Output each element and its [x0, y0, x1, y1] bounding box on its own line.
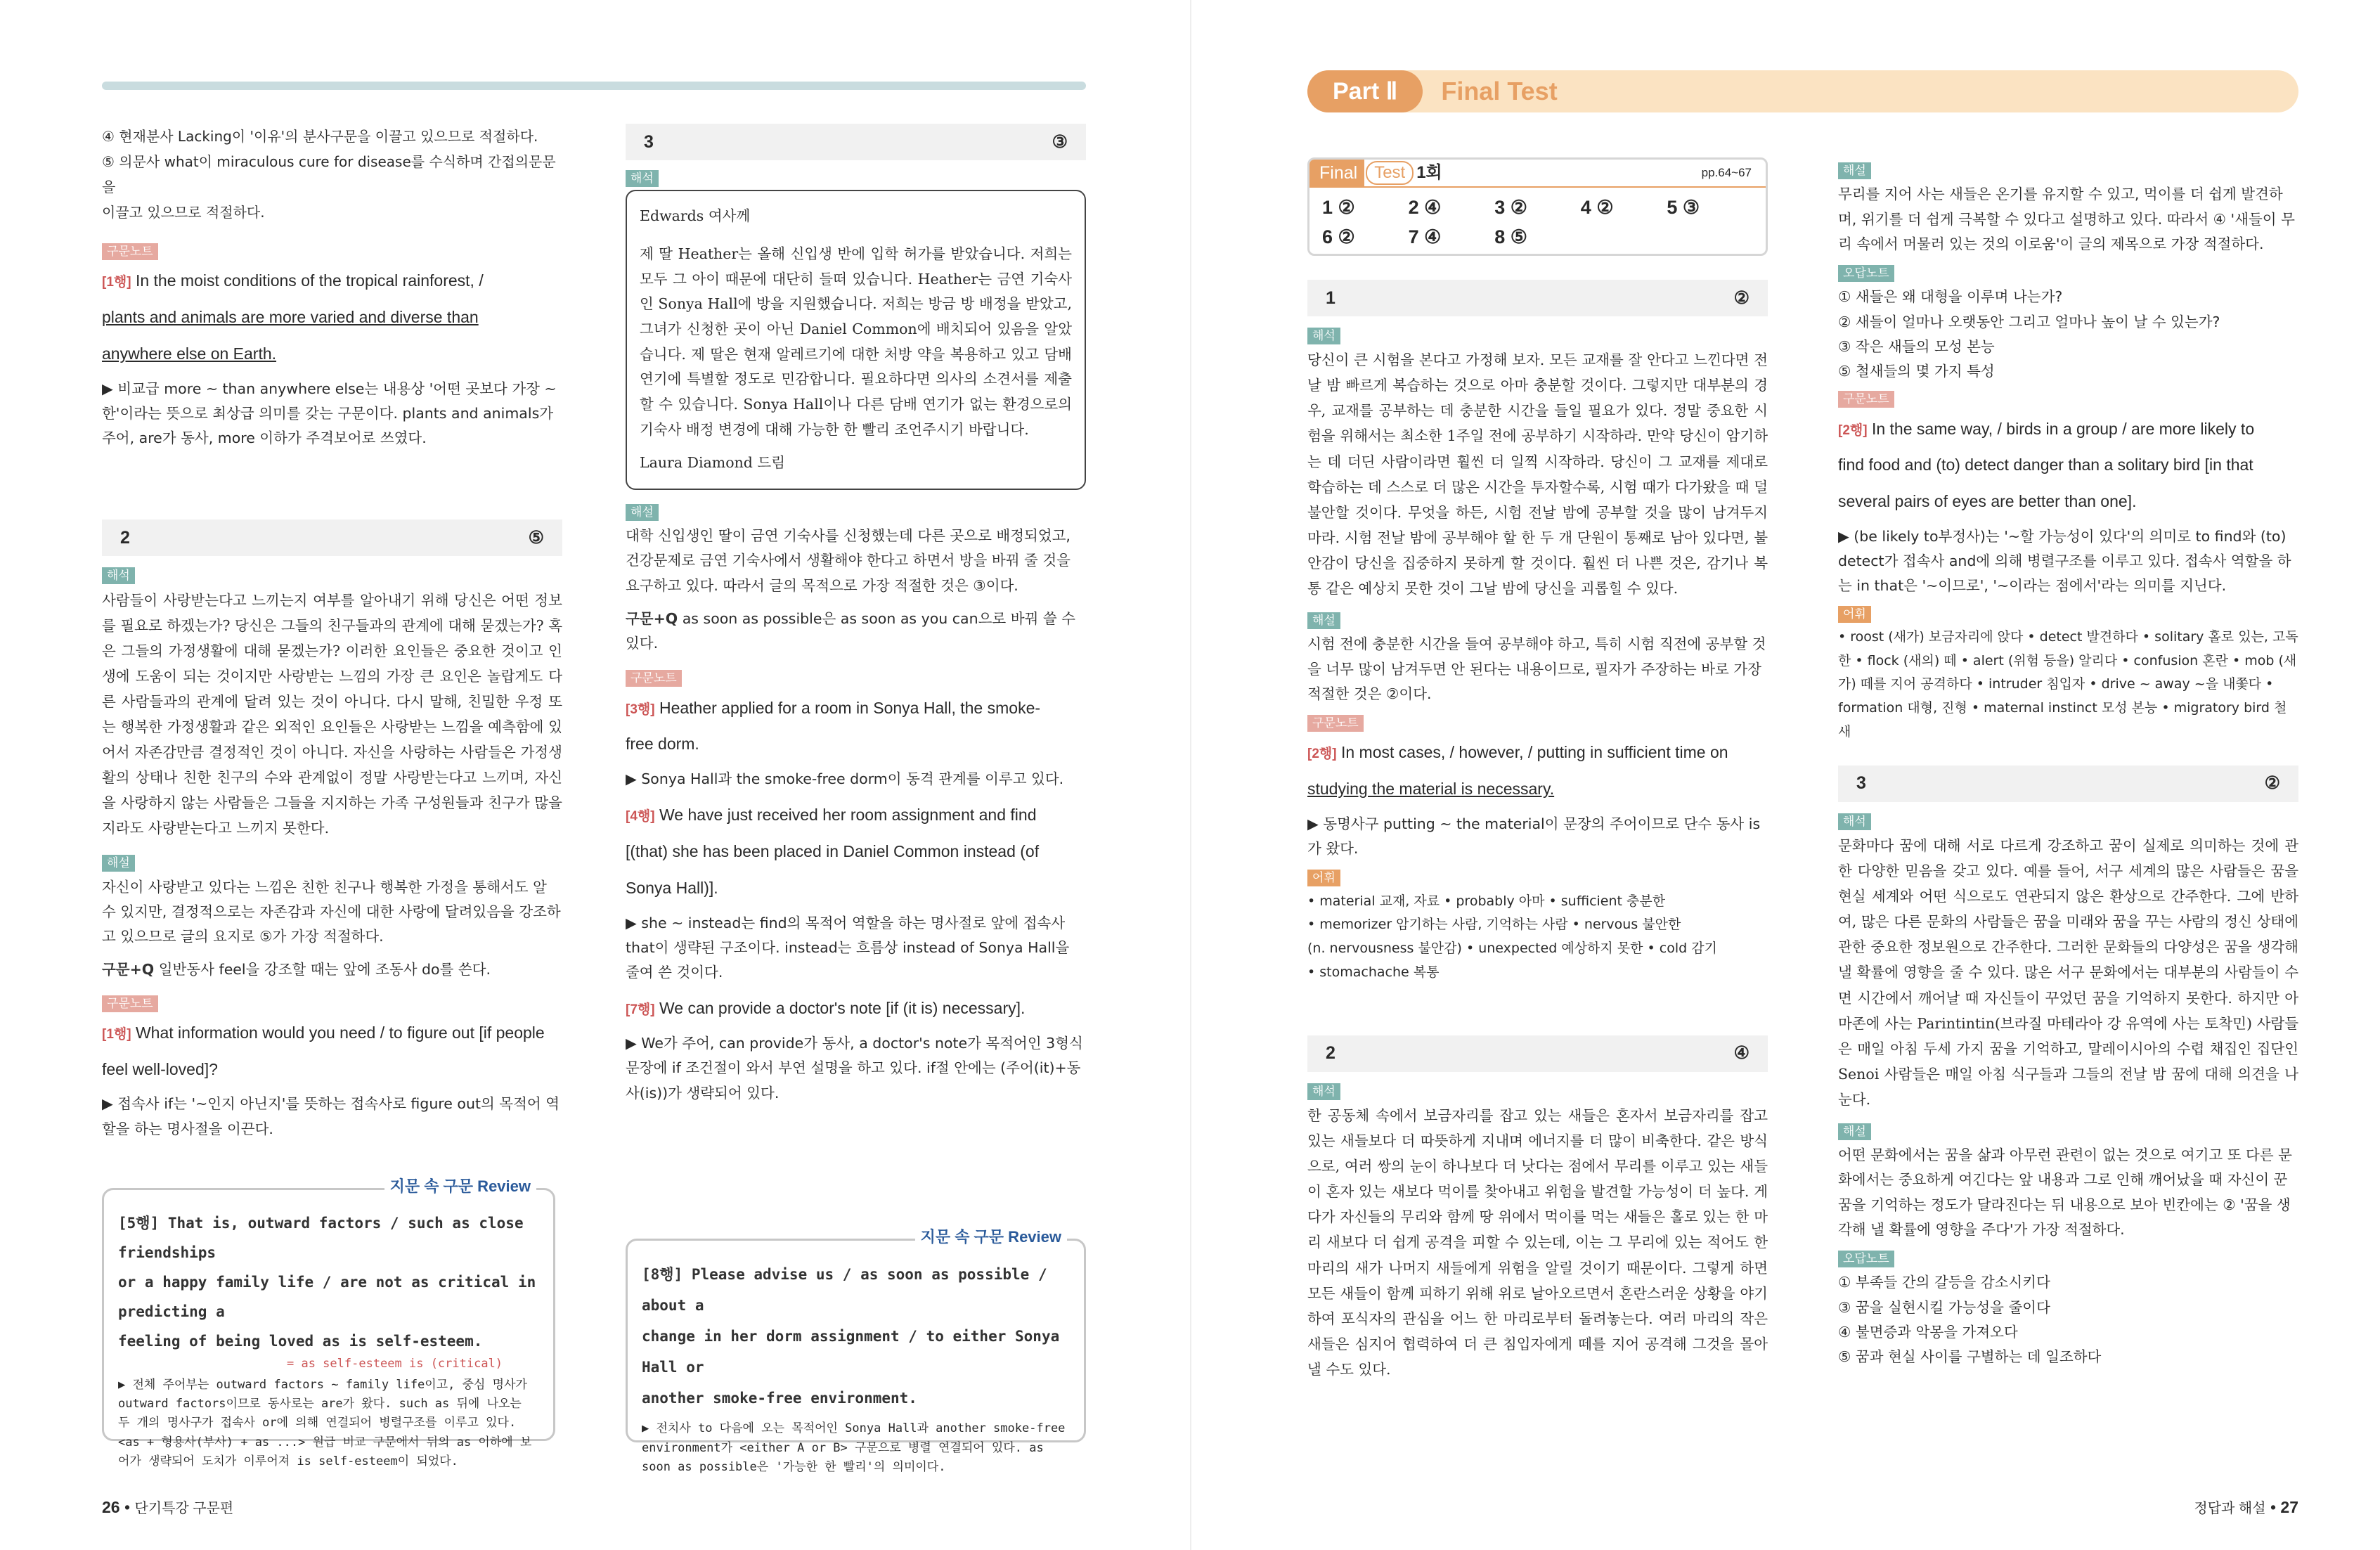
question-number: 2: [1326, 1043, 1335, 1064]
page-number: 26: [102, 1498, 120, 1517]
sentence-line: plants and animals are more varied and diverse than: [102, 308, 479, 326]
question-1-header: [1307, 280, 1768, 316]
syntax-sentence-3: [626, 690, 1086, 763]
explanation-tag: 해설: [1838, 1123, 1871, 1140]
review-line: [5행] That is, outward factors / such as close friendships: [118, 1215, 524, 1261]
explanation-tag: 해설: [626, 504, 659, 521]
syntax-note-tag: 구문노트: [1307, 715, 1364, 732]
part-title: Final Test: [1441, 77, 1558, 106]
wrong-note-tag: 오답노트: [1838, 1251, 1894, 1267]
question-2-header-right: [1307, 1035, 1768, 1072]
answer-item: 1 ②: [1322, 197, 1355, 218]
vocab-line: • material 교재, 자료 • probably 아마 • sufficient 충분한: [1307, 893, 1666, 909]
gutter-divider: [1190, 0, 1191, 1550]
q2-translation-right: 한 공동체 속에서 보금자리를 잡고 있는 새들은 혼자서 보금자리를 잡고 있는 새들보다 더 따뜻하게 지내며 에너지를 더 많이 비축한다. 같은 방식으로, 여러 쌍의 눈이 하나보다 더 낫다는 점에서 무리를 이루고 있는 새들이 혼자 있는 새보다 먹이를 찾아내고 위험을 발견할 가능성이 더 높다. 게다가 자신들의 무리와 함께 땅 위에서 먹이를 먹는 새들은 홀로 있는 한 마리 새보다 더 쉽게 공격을 피할 수 있는데, 이는 그 무리에 있는 적어도 한 마리의 새가 나머지 새들에게 위험을 알릴 것이기 때문이다. 그렇게 하면 모든 새들이 함께 피하기 위해 위로 날아오르면서 혼란스러운 상황을 야기하여 포식자의 관심을 어느 한 마리로부터 돌려놓는다. 여러 마리의 작은 새들은 심지어 협력하여 더 큰 침입자에게 떼를 지어 공격해 그것을 몰아낼 수도 있다.: [1307, 1107, 1768, 1378]
translation-tag: 해석: [1307, 1083, 1340, 1100]
sentence-line: [(that) she has been placed in Daniel Common instead (of: [626, 842, 1040, 861]
sentence-line: Sonya Hall)].: [626, 878, 718, 897]
answer-grid: [1309, 193, 1766, 251]
line-ref: [7행]: [626, 1002, 655, 1018]
test-label: Test: [1366, 161, 1414, 185]
letter-body: 제 딸 Heather는 올해 신입생 반에 입학 허가를 받았습니다. 저희는 모두 그 아이 때문에 대단히 들떠 있습니다. Heather는 금연 기숙사인 Sonya Hall에 방을 지원했습니다. 저희는 방금 방 배정을 받았고, 그녀가 신청한 곳이 아닌 Daniel Common에 배치되어 있음을 알았습니다. 제 딸은 현재 알레르기에 대한 처방 약을 복용하고 있고 담배 연기에 특별할 정도로 민감합니다. 필요하다면 의사의 소견서를 제출할 수 있습니다. Sonya Hall이나 다른 담배 연기가 없는 환경으로의 기숙사 배정 변경에 대해 가능한 한 빨리 조언주시기 바랍니다.: [640, 245, 1072, 438]
left-page-footer: [102, 1494, 233, 1522]
sentence-line: anywhere else on Earth.: [102, 344, 277, 363]
q2-translation: 사람들이 사랑받는다고 느끼는지 여부를 알아내기 위해 당신은 어떤 정보를 필요로 하겠는가? 당신은 그들의 친구들과의 관계에 대해 묻겠는가? 혹은 그들의 가정생활에 대해 묻겠는가? 이러한 요인들은 중요한 것이고 인생에 도움이 되는 것이지만 사랑받는 느낌의 가장 큰 요인은 놀랍게도 다른 사람들과의 관계에 달려 있는 것이 아니다. 다시 말해, 친밀한 우정 또는 행복한 가정생활과 같은 외적인 요인들은 사랑받는 느낌을 예측함에 있어서 자존감만큼 결정적인 것이 아니다. 자신을 사랑하는 사람들은 가정생활의 상태나 친한 친구의 수와 관계없이 정말 사랑받는다고 느끼며, 자신을 사랑하지 않는 사람들은 그들을 지지하는 가족 구성원들과 친구가 많을지라도 사랑받는다고 느끼지 못한다.: [102, 591, 562, 837]
syntax-explanation-2: ▶ 접속사 if는 '~인지 아닌지'를 뜻하는 접속사로 figure out의 목적어 역할을 하는 명사절을 이끈다.: [102, 1095, 560, 1137]
vocab-line: • stomachache 복통: [1307, 964, 1440, 980]
sentence-line: studying the material is necessary.: [1307, 780, 1555, 799]
letter-signature: Laura Diamond 드림: [640, 454, 786, 472]
answer-item: 5 ③: [1667, 197, 1700, 218]
wrong-option: ① 부족들 간의 갈등을 감소시키다: [1838, 1274, 2050, 1291]
line-ref: [3행]: [626, 702, 655, 717]
syntax-sentence-5: [626, 990, 1086, 1027]
review-line: feeling of being loved as is self-esteem.: [118, 1333, 483, 1350]
footer-dot: •: [124, 1498, 131, 1517]
question-3-header: [626, 124, 1086, 160]
right-column-3: [1307, 157, 1768, 1382]
grammar-q-label: 구문+Q: [102, 961, 155, 979]
grammar-q-text: 일반동사 feel을 강조할 때는 앞에 조동사 do를 쓴다.: [158, 961, 491, 979]
review-sub: = as self-esteem is (critical): [287, 1357, 503, 1371]
syntax-sentence-4: [626, 797, 1086, 906]
review-note: ▶ 전체 주어부는 outward factors ~ family life이고, 중심 명사가 outward factors이므로 동사로는 are가 왔다. such as 뒤에 나오는 두 개의 명사구가 접속사 or에 의해 연결되어 병렬구조를 이루고 있다. <as + 형용사(부사) + as ...> 원급 비교 구문에서 뒤의 as 이하에 보어가 생략되어 도치가 이루어져 is self-esteem이 되었다.: [118, 1378, 532, 1468]
question-number: 3: [644, 131, 654, 152]
option-note-5-cont: 이끌고 있으므로 적절하다.: [102, 204, 265, 221]
q3-translation-right: 문화마다 꿈에 대해 서로 다르게 강조하고 꿈이 실제로 의미하는 것에 관한 다양한 믿음을 갖고 있다. 예를 들어, 서구 세계의 많은 사람들은 꿈을 현실 세계와 어떤 식으로도 연관되지 않은 환상으로 간주한다. 그에 반하여, 많은 다른 문화의 사람들은 꿈을 미래와 꿈을 꾸는 사람의 정신 상태에 관한 중요한 정보원으로 간주한다. 그러한 문화들의 다양성은 꿈을 생각해 낼 확률에 영향을 줄 수 있다. 많은 서구 문화에서는 대부분의 사람들이 수면 시간에서 깨어날 때 자신들이 꾸었던 꿈을 기억하지 못한다. 하지만 아마존에 사는 Parintintin(브라질 마테라아 강 유역에 사는 토착민) 사람들은 매일 아침 두세 가지 꿈을 기억하고, 말레이시아의 수렵 채집인 집단인 Senoi 사람들은 매일 아침 식구들과 그들의 전날 밤 꿈에 대해 의견을 나눈다.: [1838, 837, 2298, 1108]
wrong-note-tag: 오답노트: [1838, 265, 1894, 282]
answer-item: 4 ②: [1580, 197, 1614, 218]
syntax-sentence-1: [102, 263, 562, 372]
vocab-list-2: • roost (새가) 보금자리에 앉다 • detect 발견하다 • solitary 홀로 있는, 고독한 • flock (새의) 떼 • alert (위험 등을) 알리다 • confusion 혼란 • mob (새가) 떼를 지어 공격하다 • intruder 침입자 • drive ~ away ~을 내쫓다 • formation 대형, 진형 • maternal instinct 모성 본능 • migratory bird 철새: [1838, 628, 2298, 740]
question-number: 2: [120, 527, 130, 548]
q1-options-notes: [102, 124, 562, 225]
vocab-line: (n. nervousness 불안감) • unexpected 예상하지 못한 • cold 감기: [1307, 941, 1717, 957]
syntax-note-tag: 구문노트: [626, 670, 682, 687]
answer-item: 8 ⑤: [1494, 226, 1527, 247]
sentence-line: In the moist conditions of the tropical rainforest, /: [135, 271, 484, 290]
left-column-1: [102, 124, 562, 1142]
question-number: 1: [1326, 288, 1335, 308]
translation-tag: 해석: [1307, 328, 1340, 344]
question-answer: ③: [1052, 131, 1068, 152]
page-number: 27: [2280, 1498, 2298, 1517]
review-box-1: [102, 1177, 555, 1468]
wrong-option: ③ 꿈을 실현시킬 가능성을 줄이다: [1838, 1298, 2050, 1316]
book-title: 단기특강 구문편: [134, 1501, 234, 1517]
wrong-option: ④ 불면증과 악몽을 가져오다: [1838, 1323, 2018, 1341]
wrong-option: ③ 작은 새들의 모성 본능: [1838, 337, 1995, 355]
syntax-sentence-2: [102, 1015, 562, 1088]
syntax-explanation-4: ▶ she ~ instead는 find의 목적어 역할을 하는 명사절로 앞에 접속사 that이 생략된 구조이다. instead는 흐름상 instead of Sonya Hall을 줄여 쓴 것이다.: [626, 914, 1070, 981]
syntax-explanation-7: ▶ (be likely to부정사)는 '~할 가능성이 있다'의 의미로 to find와 (to) detect가 접속사 and에 의해 병렬구조를 이루고 있다. 접속사 역할을 하는 in that은 '~이므로', '~이라는 점에서'라는 의미를 지닌다.: [1838, 527, 2291, 595]
letter-greeting: Edwards 여사께: [640, 207, 751, 225]
right-column-4: [1838, 157, 2298, 1369]
review-box-2: [626, 1228, 1086, 1474]
question-number: 3: [1856, 773, 1866, 794]
syntax-note-tag: 구문노트: [102, 995, 158, 1012]
q3-grammar-q: [626, 607, 1086, 657]
option-note-4: ④ 현재분사 Lacking이 '이유'의 분사구문을 이끌고 있으므로 적절하다.: [102, 128, 538, 145]
sentence-line: Heather applied for a room in Sonya Hall, the smoke-: [659, 698, 1041, 717]
line-ref: [4행]: [626, 809, 655, 825]
question-answer: ②: [2264, 773, 2280, 794]
translation-tag: 해석: [1838, 813, 1871, 830]
wrong-option: ⑤ 꿈과 현실 사이를 구별하는 데 일조하다: [1838, 1348, 2102, 1366]
review-line: change in her dorm assignment / to either Sonya Hall or: [642, 1328, 1060, 1376]
sentence-line: In the same way, / birds in a group / are more likely to: [1871, 419, 2255, 438]
line-ref: [1행]: [102, 275, 131, 290]
translation-tag: 해석: [626, 170, 659, 187]
grammar-q-text: as soon as possible은 as soon as you can으로 바꿔 쓸 수 있다.: [626, 609, 1075, 652]
grammar-q-label: 구문+Q: [626, 609, 678, 627]
question-answer: ⑤: [528, 527, 544, 548]
q3-explanation-right: 어떤 문화에서는 꿈을 삶과 아무런 관련이 없는 것으로 여기고 또 다른 문화에서는 중요하게 여긴다는 앞 내용과 그로 인해 깨어났을 때 자신이 꾼 꿈을 기억하는 정도가 달라진다는 뒤 내용으로 보아 빈칸에는 ② '꿈을 생각해 낼 확률에 영향을 주다'가 가장 적절하다.: [1838, 1147, 2292, 1238]
top-rule: [102, 82, 1086, 90]
sentence-line: free dorm.: [626, 735, 699, 754]
review-line: another smoke-free environment.: [642, 1390, 917, 1407]
answer-box-header: [1309, 160, 1766, 188]
q3-explanation: 대학 신입생인 딸이 금연 기숙사를 신청했는데 다른 곳으로 배정되었고, 건강문제로 금연 기숙사에서 생활해야 한다고 하면서 방을 바꿔 줄 것을 요구하고 있다. 따라서 글의 목적으로 가장 적절한 것은 ③이다.: [626, 527, 1071, 594]
explanation-tag: 해설: [1307, 612, 1340, 629]
q1-explanation: 시험 전에 충분한 시간을 들여 공부해야 하고, 특히 시험 직전에 공부할 것을 너무 많이 남겨두면 안 된다는 내용이므로, 필자가 주장하는 바로 가장 적절한 것은 ②이다.: [1307, 635, 1766, 702]
pages-label: pp.64~67: [1701, 166, 1752, 180]
wrong-option: ② 새들이 얼마나 오랫동안 그리고 얼마나 높이 날 수 있는가?: [1838, 313, 2220, 330]
vocab-list-1: [1307, 890, 1768, 985]
syntax-note-tag: 구문노트: [1838, 391, 1894, 408]
syntax-sentence-7: [1838, 411, 2298, 520]
question-answer: ②: [1733, 288, 1750, 308]
review-title: 지문 속 구문 Review: [915, 1224, 1067, 1251]
wrong-options-b: [1838, 1270, 2298, 1369]
option-note-5: ⑤ 의문사 what이 miraculous cure for disease를 수식하며 간접의문문을: [102, 153, 556, 195]
answer-item: 3 ②: [1494, 197, 1527, 218]
sentence-line: We have just received her room assignment and find: [659, 806, 1037, 825]
letter-box: [626, 190, 1086, 490]
line-ref: [1행]: [102, 1026, 131, 1042]
syntax-note-tag: 구문노트: [102, 243, 158, 260]
vocab-line: • memorizer 암기하는 사람, 기억하는 사람 • nervous 불안한: [1307, 917, 1681, 933]
sentence-line: feel well-loved]?: [102, 1059, 218, 1078]
part-label: Part Ⅱ: [1307, 70, 1423, 112]
syntax-explanation-5: ▶ We가 주어, can provide가 동사, a doctor's note가 목적어인 3형식 문장에 if 조건절이 와서 부연 설명을 하고 있다. if절 안에는 (주어(it)+동사(is))가 생략되어 있다.: [626, 1035, 1083, 1102]
answer-item: 7 ④: [1408, 226, 1442, 247]
sentence-line: What information would you need / to figure out [if people: [135, 1023, 545, 1042]
part-header: [1307, 70, 2298, 112]
q2-explanation: 자신이 사랑받고 있다는 느낌은 친한 친구나 행복한 가정을 통해서도 알 수 있지만, 결정적으로는 자존감과 자신에 대한 사랑에 달려있음을 강조하고 있으므로 글의 요지로 ⑤가 가장 적절하다.: [102, 878, 561, 945]
question-2-header: [102, 519, 562, 556]
syntax-explanation-3: ▶ Sonya Hall과 the smoke-free dorm이 동격 관계를 이루고 있다.: [626, 770, 1064, 788]
vocab-tag: 어휘: [1307, 870, 1340, 886]
footer-label: 정답과 해설: [2194, 1501, 2266, 1517]
sentence-line: We can provide a doctor's note [if (it is) necessary].: [659, 999, 1026, 1018]
explanation-tag: 해설: [1838, 162, 1871, 179]
wrong-options-a: [1838, 285, 2298, 384]
translation-tag: 해석: [102, 567, 135, 584]
q2-grammar-q: [102, 957, 562, 982]
question-answer: ④: [1733, 1043, 1750, 1064]
answer-item: 6 ②: [1322, 226, 1355, 247]
review-line: or a happy family life / are not as critical in predicting a: [118, 1274, 536, 1320]
vocab-tag: 어휘: [1838, 606, 1871, 623]
wrong-option: ⑤ 철새들의 몇 가지 특성: [1838, 363, 1995, 380]
line-ref: [2행]: [1307, 747, 1337, 762]
review-line: [8행] Please advise us / as soon as possible / about a: [642, 1266, 1047, 1315]
footer-dot: •: [2270, 1498, 2277, 1517]
final-label: Final: [1309, 159, 1364, 187]
round-label: 1회: [1416, 163, 1442, 183]
sentence-line: several pairs of eyes are better than one].: [1838, 492, 2137, 510]
q2-explanation-right: 무리를 지어 사는 새들은 온기를 유지할 수 있고, 먹이를 더 쉽게 발견하며, 위기를 더 쉽게 극복할 수 있다고 설명하고 있다. 따라서 ④ '새들이 무리 속에서 머물러 있는 것의 이로움'이 글의 제목으로 가장 적절하다.: [1838, 186, 2295, 252]
line-ref: [2행]: [1838, 422, 1868, 438]
review-title: 지문 속 구문 Review: [384, 1173, 536, 1200]
sentence-line: find food and (to) detect danger than a solitary bird [in that: [1838, 456, 2253, 474]
left-column-2: [626, 124, 1086, 1106]
syntax-explanation-6: ▶ 동명사구 putting ~ the material이 문장의 주어이므로 단수 동사 is가 왔다.: [1307, 815, 1761, 858]
answer-box: [1307, 157, 1768, 256]
explanation-tag: 해설: [102, 855, 135, 872]
syntax-explanation-1: ▶ 비교급 more ~ than anywhere else는 내용상 '어떤 곳보다 가장 ~한'이라는 뜻으로 최상급 의미를 갖는 구문이다. plants and animals가 주어, are가 동사, more 이하가 주격보어로 쓰였다.: [102, 380, 557, 446]
q1-translation: 당신이 큰 시험을 본다고 가정해 보자. 모든 교재를 잘 안다고 느낀다면 전날 밤 빠르게 복습하는 것으로 아마 충분할 것이다. 그렇지만 대부분의 경우, 교재를 공부하는 데 충분한 시간을 들일 필요가 있다. 정말 중요한 시험을 위해서는 최소한 1주일 전에 공부하기 시작하라. 만약 당신이 암기하는 데 더딘 사람이라면 훨씬 더 일찍 시작하라. 당신이 그 교재를 제대로 학습하는 데 스스로 더 많은 시간을 투자할수록, 시험 때가 다가왔을 때 덜 불안할 것이다. 무엇을 하든, 시험 전날 밤에 공부할 것을 많이 남겨두지 마라. 시험 전날 밤에 공부해야 할 한 두 개 단원이 통째로 남아 있다면, 불안감이 당신을 집중하지 못하게 할 것이다. 훨씬 더 나쁜 것은, 감기나 복통 같은 예상치 못한 것이 그날 밤에 당신을 괴롭힐 수 있다.: [1307, 351, 1768, 597]
review-note: ▶ 전치사 to 다음에 오는 목적어인 Sonya Hall과 another smoke-free environment가 <either A or B> 구문으로 병렬 연결되어 있다. as soon as possible은 '가능한 한 빨리'의 의미이다.: [642, 1421, 1066, 1474]
syntax-sentence-6: [1307, 735, 1768, 808]
wrong-option: ① 새들은 왜 대형을 이루며 나는가?: [1838, 288, 2063, 306]
right-page-footer: [2194, 1494, 2298, 1522]
answer-item: 2 ④: [1408, 197, 1442, 218]
question-3-header-right: [1838, 766, 2298, 802]
sentence-line: In most cases, / however, / putting in sufficient time on: [1340, 743, 1728, 762]
